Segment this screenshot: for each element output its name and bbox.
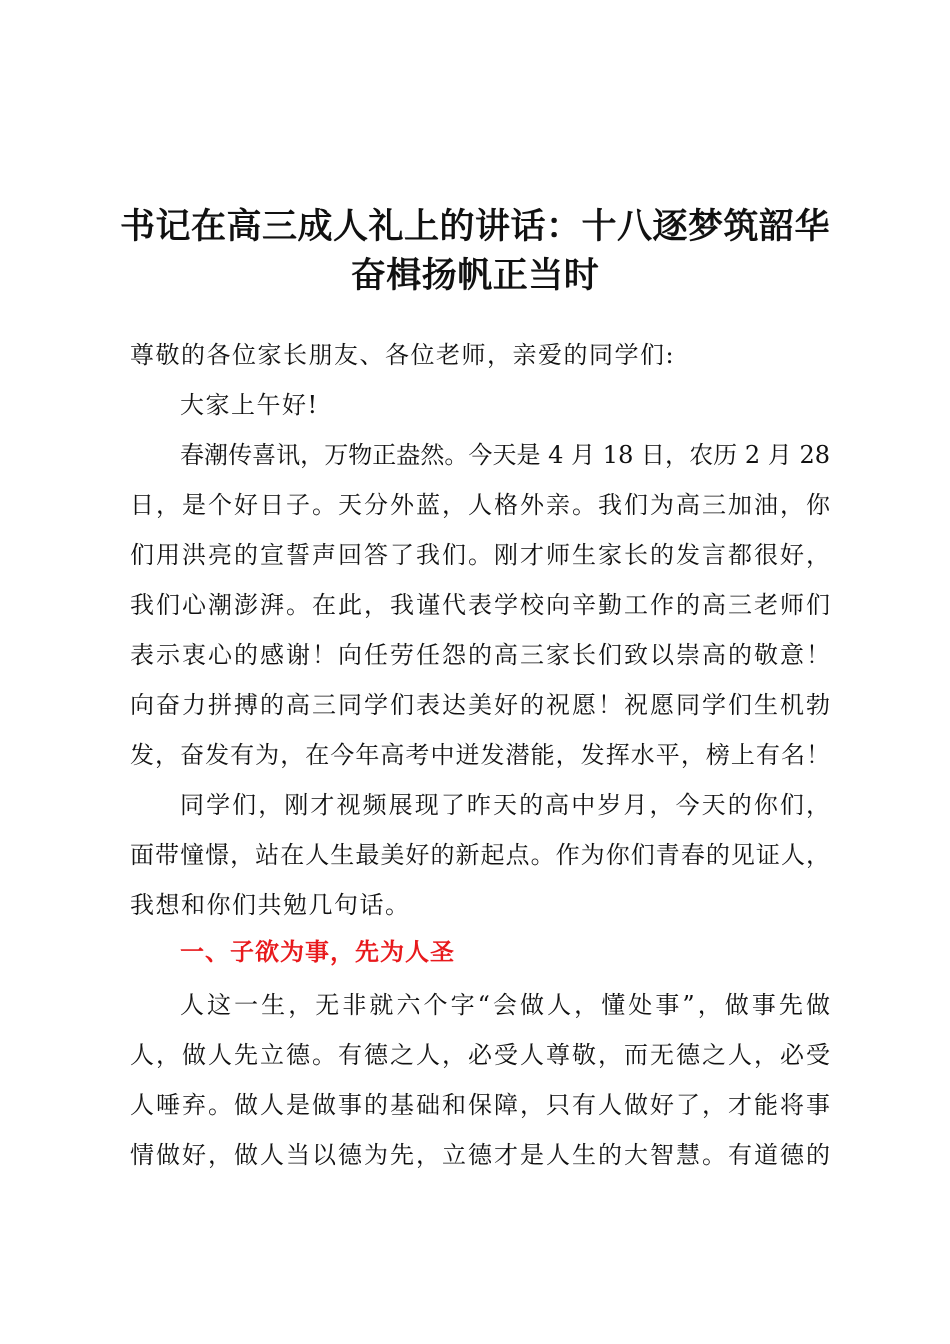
paragraph-2-line: 面带憧憬，站在人生最美好的新起点。作为你们青春的见证人， <box>130 841 830 869</box>
paragraph-1-line: 发，奋发有为，在今年高考中迸发潜能，发挥水平，榜上有名！ <box>130 741 830 769</box>
paragraph-1-line: 春潮传喜讯，万物正盎然。今天是 4 月 18 日，农历 2 月 28 <box>180 441 830 469</box>
salutation: 尊敬的各位家长朋友、各位老师，亲爱的同学们: <box>130 341 676 369</box>
paragraph-1-line: 我们心潮澎湃。在此，我谨代表学校向辛勤工作的高三老师们 <box>130 591 830 619</box>
greeting: 大家上午好! <box>180 391 319 419</box>
paragraph-2-line: 同学们，刚才视频展现了昨天的高中岁月，今天的你们， <box>180 791 830 819</box>
section-1-heading: 一、子欲为事，先为人圣 <box>180 938 455 966</box>
paragraph-3-line: 人，做人先立德。有德之人，必受人尊敬，而无德之人，必受 <box>130 1041 830 1069</box>
paragraph-3-line: 情做好，做人当以德为先，立德才是人生的大智慧。有道德的 <box>130 1141 830 1169</box>
paragraph-1-line: 表示衷心的感谢！向任劳任怨的高三家长们致以崇高的敬意！ <box>130 641 830 669</box>
paragraph-1-line: 日，是个好日子。天分外蓝，人格外亲。我们为高三加油，你 <box>130 491 830 519</box>
paragraph-2-line: 我想和你们共勉几句话。 <box>130 891 411 919</box>
document-title-line-1: 书记在高三成人礼上的讲话：十八逐梦筑韶华 <box>119 207 830 247</box>
paragraph-3-line: 人这一生，无非就六个字“会做人，懂处事”，做事先做 <box>180 991 830 1019</box>
document-title-line-2: 奋楫扬帆正当时 <box>350 256 600 296</box>
paragraph-1-line: 向奋力拼搏的高三同学们表达美好的祝愿！祝愿同学们生机勃 <box>130 691 830 719</box>
paragraph-1-line: 们用洪亮的宣誓声回答了我们。刚才师生家长的发言都很好， <box>130 541 830 569</box>
paragraph-3-line: 人唾弃。做人是做事的基础和保障，只有人做好了，才能将事 <box>130 1091 830 1119</box>
